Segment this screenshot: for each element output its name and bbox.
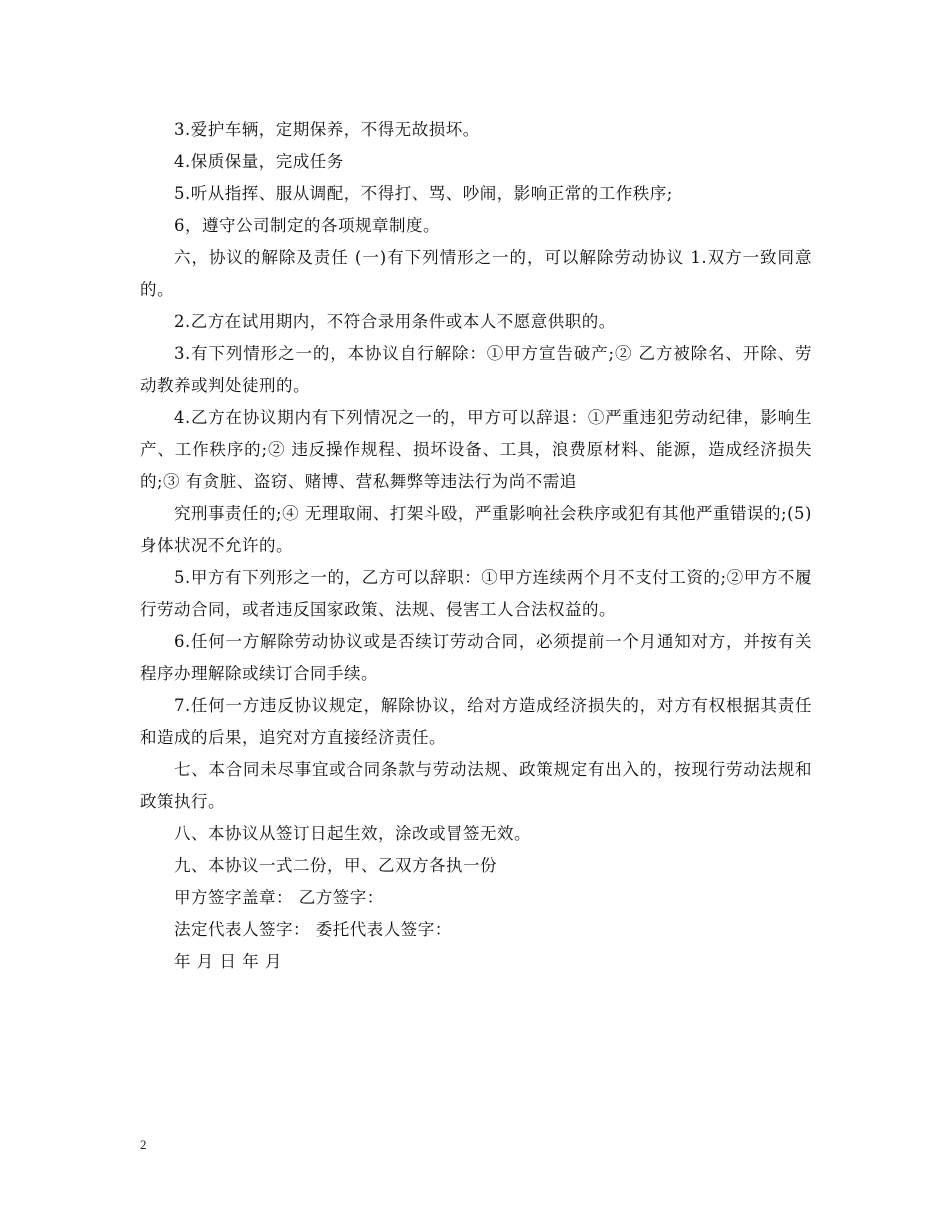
termination-item-4-continued: 究刑事责任的;④ 无理取闹、打架斗殴，严重影响社会秩序或犯有其他严重错误的;(5)身体状况不允许的。 [140,504,812,555]
termination-item-3: 3.有下列情形之一的，本协议自行解除：①甲方宣告破产;② 乙方被除名、开除、劳动教养或判处徒刑的。 [140,344,812,395]
clause-3-vehicle-care: 3.爱护车辆，定期保养，不得无故损坏。 [174,120,480,139]
section-6-termination: 六，协议的解除及责任 (一)有下列情形之一的，可以解除劳动协议 1.双方一致同意的。 [140,248,812,299]
signature-representative-line: 法定代表人签字： 委托代表人签字： [174,920,452,939]
page-number: 2 [140,1137,147,1152]
termination-item-6: 6.任何一方解除劳动协议或是否续订劳动合同，必须提前一个月通知对方，并按有关程序办理解除或续订合同手续。 [140,632,812,683]
termination-item-5: 5.甲方有下列形之一的，乙方可以辞职：①甲方连续两个月不支付工资的;②甲方不履行劳动合同，或者违反国家政策、法规、侵害工人合法权益的。 [140,568,812,619]
document-body [140,114,812,978]
signature-date-line: 年 月 日 年 月 [174,952,282,971]
termination-item-2: 2.乙方在试用期内，不符合录用条件或本人不愿意供职的。 [174,312,616,331]
section-8-effective: 八、本协议从签订日起生效，涂改或冒签无效。 [174,824,531,843]
clause-5-obey-command: 5.听从指挥、服从调配，不得打、骂、吵闹，影响正常的工作秩序; [174,184,673,203]
section-9-copies: 九、本协议一式二份，甲、乙双方各执一份 [174,856,497,875]
termination-item-4: 4.乙方在协议期内有下列情况之一的，甲方可以辞退：①严重违犯劳动纪律，影响生产、工作秩序的;② 违反操作规程、损坏设备、工具，浪费原材料、能源，造成经济损失的;③ 有贪脏、盗窃、赌博、营私舞弊等违法行为尚不需追 [140,408,812,491]
clause-6-rules: 6，遵守公司制定的各项规章制度。 [174,216,440,235]
section-7-unresolved: 七、本合同未尽事宜或合同条款与劳动法规、政策规定有出入的，按现行劳动法规和政策执行。 [140,760,812,811]
clause-4-quality: 4.保质保量，完成任务 [174,152,344,171]
termination-item-7: 7.任何一方违反协议规定，解除协议，给对方造成经济损失的，对方有权根据其责任和造成的后果，追究对方直接经济责任。 [140,696,812,747]
signature-party-line: 甲方签字盖章： 乙方签字： [174,888,384,907]
